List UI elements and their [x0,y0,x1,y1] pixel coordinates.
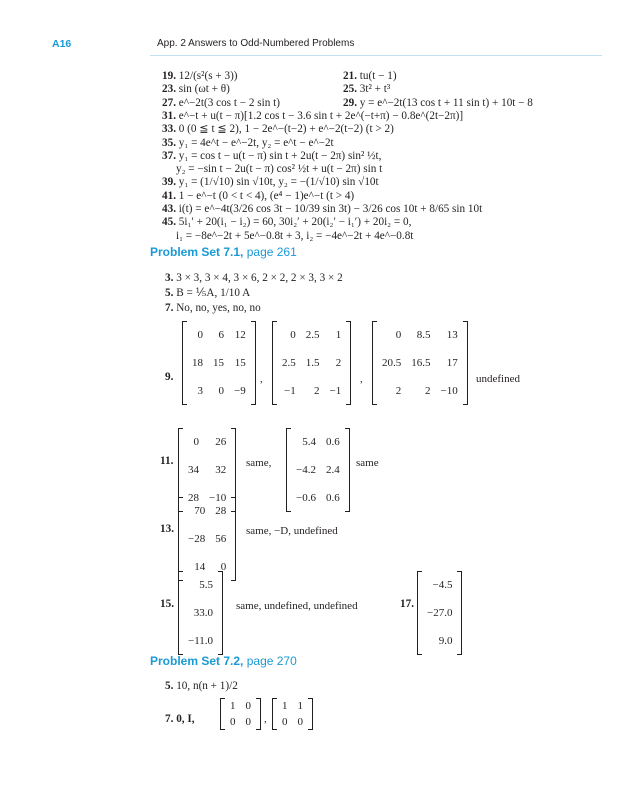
answer-7-2-7: 7. 0, I, [165,713,195,725]
matrix-cell: 0 [193,436,199,448]
right-bracket [463,321,468,405]
matrix-cell: 13 [446,329,458,341]
matrix-cell: 1 [230,700,236,712]
matrix-cell: −1 [284,385,296,397]
matrix-cell: 2.5 [305,329,320,341]
matrix-13 [178,497,236,581]
matrix-cell: 15 [213,357,224,369]
comma: , [264,713,267,725]
matrix-cell: 26 [215,436,227,448]
matrix-cell: 2.5 [282,357,296,369]
matrix-cell: 9.0 [438,635,453,647]
right-bracket [251,321,256,405]
right-bracket [346,321,351,405]
right-bracket [256,698,261,730]
answer-number-9: 9. [165,371,174,383]
matrix-cell: 34 [188,464,199,476]
matrix-cell: 0 [282,716,288,728]
matrix-cell: 70 [194,505,206,517]
matrix-cell: 6 [218,329,224,341]
right-bracket [218,571,223,655]
answer-line: 43. i(t) = e^−4t(3/26 cos 3t − 10/39 sin 3t) − 3/26 cos 10t + 8/65 sin 10t [162,203,483,215]
right-bracket [231,497,236,581]
answer-line: 35. y₁ = 4e^t − e^−2t, y₂ = e^t − e^−2t [162,136,334,149]
matrix-cell: −4.5 [432,579,453,591]
answer-line: 45. 5i₁′ + 20(i₁ − i₂) = 60, 30i₂′ + 20(i₂′ − i₁′) + 20i₂ = 0, [162,216,412,229]
matrix-cell: 56 [215,533,227,545]
matrix-cell: −1 [329,385,342,397]
answer-7-2-5: 5. 10, n(n + 1)/2 [165,680,238,692]
matrix-cell: 12 [234,329,246,341]
answer-7-1-3: 3. 3 × 3, 3 × 4, 3 × 6, 2 × 2, 2 × 3, 3 × 2 [165,272,343,284]
answer-line: i₁ = −8e^−2t + 5e^−0.8t + 3, i₂ = −4e^−2t + 4e^−0.8t [176,229,414,242]
matrix-cell: 0.6 [325,436,340,448]
matrix-cell: 0 [245,716,251,728]
matrix-cell: −27.0 [427,607,453,619]
matrix-cell: 2 [425,385,431,397]
answer-line: 31. e^−t + u(t − π)[1.2 cos t − 3.6 sin t + 2e^(−t+π) − 0.8e^(2t−2π)] [162,109,464,122]
matrix-cell: 32 [215,464,227,476]
matrix-cell: 2 [335,357,342,369]
answer-7-1-5: 5. B = ⅕A, 1/10 A [165,287,251,299]
matrix-cell: 18 [192,357,203,369]
answer-line: 25. 3t² + t³ [343,83,391,96]
matrix-cell: 2 [395,385,402,397]
matrix-9-b [272,321,351,405]
answer-line: 29. y = e^−2t(13 cos t + 11 sin t) + 10t − 8 [343,96,533,109]
answer-13-tail: same, −D, undefined [246,525,338,537]
matrix-cell: 2.4 [325,464,340,476]
matrix-cell: 1 [297,700,303,712]
matrix-cell: 5.5 [199,579,214,591]
comma: , [360,373,363,385]
matrix-cell: 0 [218,385,224,397]
matrix-9-a [182,321,256,405]
answer-line: 37. y₁ = cos t − u(t − π) sin t + 2u(t − 2π) sin² ½t, [162,149,382,162]
matrix-cell: 15 [234,357,246,369]
matrix-cell: 0 [220,561,227,573]
matrix-17 [417,571,462,655]
matrix-cell: 0 [297,716,303,728]
answer-15-tail: same, undefined, undefined [236,600,358,612]
matrix-cell: −10 [209,492,227,504]
matrix-cell: 33.0 [193,607,214,619]
matrix-cell: 2 [314,385,320,397]
right-bracket [308,698,313,730]
matrix-9-c [372,321,468,405]
matrix-11-b [286,428,350,512]
answer-11-mid: same, [246,457,272,469]
matrix-cell: 5.4 [302,436,316,448]
matrix-cell: 1 [335,329,342,341]
answer-9-tail: undefined [476,373,520,385]
matrix-cell: 8.5 [416,329,431,341]
page-number: A16 [52,38,72,50]
matrix-cell: 0.6 [325,492,340,504]
comma: , [260,373,263,385]
answer-line: 21. tu(t − 1) [343,70,397,82]
matrix-cell: 28 [188,492,199,504]
answer-line: 39. y₁ = (1/√10) sin √10t, y₂ = −(1/√10) sin √10t [162,176,379,189]
matrix-cell: 0 [197,329,203,341]
answer-line: 33. 0 (0 ≦ t ≦ 2), 1 − 2e^−(t−2) + e^−2(t−2) (t > 2) [162,123,394,136]
matrix-cell: −28 [188,533,206,545]
matrix-cell: 0 [290,329,296,341]
answer-line: 19. 12/(s²(s + 3)) [162,70,238,82]
matrix-cell: 1.5 [305,357,320,369]
matrix-cell: 20.5 [382,357,402,369]
matrix-cell: 3 [197,385,203,397]
matrix-cell: 0 [245,700,251,712]
matrix-cell: −4.2 [296,464,316,476]
matrix-cell: 14 [194,561,206,573]
matrix-7-2-zero [220,698,261,730]
answer-number-11: 11. [160,455,174,467]
matrix-cell: 16.5 [411,357,431,369]
running-title: App. 2 Answers to Odd-Numbered Problems [157,38,355,49]
section-heading-7-2: Problem Set 7.2, page 270 [150,654,297,668]
matrix-cell: −11.0 [188,635,214,647]
answer-number-13: 13. [160,523,174,535]
header-rule [150,55,602,56]
section-page-ref: page 270 [246,654,297,668]
right-bracket [457,571,462,655]
answer-11-tail: same [356,457,379,469]
answer-line: 27. e^−2t(3 cos t − 2 sin t) [162,96,280,109]
matrix-15 [178,571,223,655]
matrix-cell: 1 [282,700,288,712]
answer-line: 23. sin (ωt + θ) [162,83,230,96]
answer-number-15: 15. [160,598,174,610]
running-header [0,38,639,54]
matrix-cell: −10 [440,385,458,397]
matrix-7-2-identity [272,698,313,730]
matrix-cell: −0.6 [296,492,316,504]
section-heading-7-1: Problem Set 7.1, page 261 [150,245,297,259]
matrix-cell: 0 [395,329,402,341]
matrix-cell: 28 [215,505,227,517]
matrix-cell: −9 [234,385,246,397]
answer-number-17: 17. [400,598,414,610]
section-page-ref: page 261 [246,245,297,259]
answer-line: 41. 1 − e^−t (0 < t < 4), (e⁴ − 1)e^−t (t > 4) [162,189,355,202]
answer-line: y₂ = −sin t − 2u(t − π) cos² ½t + u(t − 2π) sin t [176,163,383,176]
right-bracket [345,428,350,512]
matrix-cell: 17 [446,357,458,369]
answer-7-1-7: 7. No, no, yes, no, no [165,302,261,314]
matrix-cell: 0 [230,716,236,728]
